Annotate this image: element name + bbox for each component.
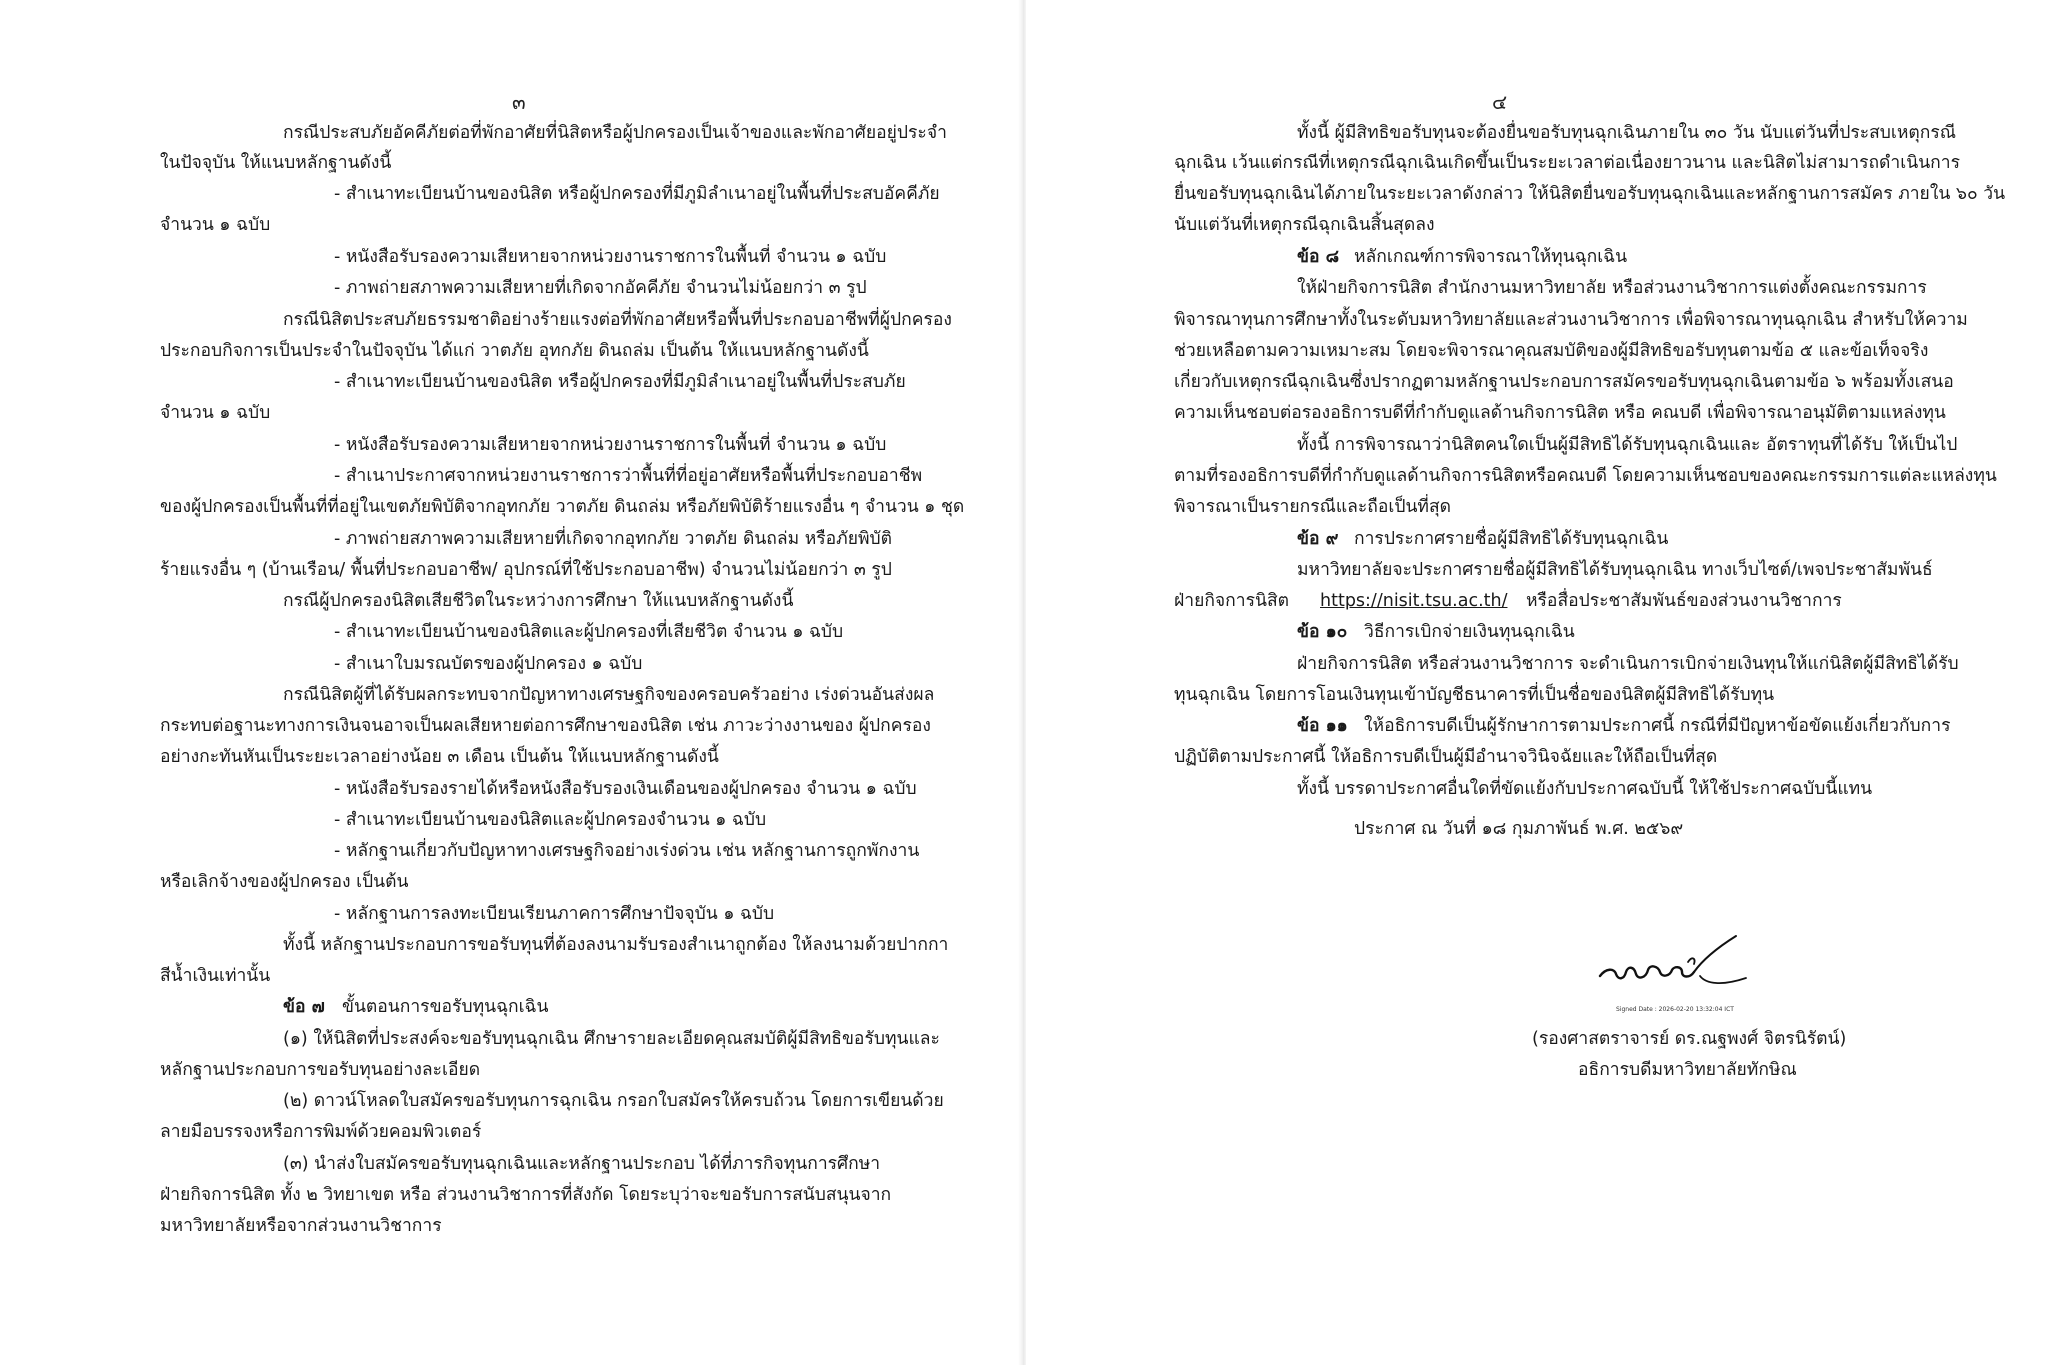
text-line: (๑) ให้นิสิตที่ประสงค์จะขอรับทุนฉุกเฉิน ศึกษารายละเอียดคุณสมบัติผู้มีสิทธิขอรับทุนและ [283,1029,940,1049]
text-line: - ภาพถ่ายสภาพความเสียหายที่เกิดจากอุทกภัย วาตภัย ดินถล่ม หรือภัยพิบัติ [334,529,892,549]
text-line: ของผู้ปกครองเป็นพื้นที่ที่อยู่ในเขตภัยพิบัติจากอุทกภัย วาตภัย ดินถล่ม หรือภัยพิบัติร้ายแรงอื่น ๆ จำนวน ๑ ชุด [160,497,965,517]
clause-title: วิธีการเบิกจ่ายเงินทุนฉุกเฉิน [1364,622,1575,642]
clause-title: ขั้นตอนการขอรับทุนฉุกเฉิน [342,997,549,1017]
clause-heading: ข้อ ๑๐ [1297,622,1348,642]
text-line: - สำเนาทะเบียนบ้านของนิสิตและผู้ปกครองที่เสียชีวิต จำนวน ๑ ฉบับ [334,622,844,642]
text-line: ทั้งนี้ ผู้มีสิทธิขอรับทุนจะต้องยื่นขอรับทุนฉุกเฉินภายใน ๓๐ วัน นับแต่วันที่ประสบเหตุกรณี [1297,123,1957,143]
text-line: - หนังสือรับรองความเสียหายจากหน่วยงานราชการในพื้นที่ จำนวน ๑ ฉบับ [334,435,887,455]
text-line: ปฏิบัติตามประกาศนี้ ให้อธิการบดีเป็นผู้มีอำนาจวินิจฉัยและให้ถือเป็นที่สุด [1174,747,1718,767]
page-number: ๔ [1492,90,1508,114]
text-line: - หลักฐานเกี่ยวกับปัญหาทางเศรษฐกิจอย่างเร่งด่วน เช่น หลักฐานการถูกพักงาน [334,841,920,861]
text-line: ร้ายแรงอื่น ๆ (บ้านเรือน/ พื้นที่ประกอบอาชีพ/ อุปกรณ์ที่ใช้ประกอบอาชีพ) จำนวนไม่น้อยกว่า ๓ รูป [160,560,892,580]
text-line: ตามที่รองอธิการบดีที่กำกับดูแลด้านกิจการนิสิตหรือคณบดี โดยความเห็นชอบของคณะกรรมการแต่ละแหล่งทุน [1174,466,1997,486]
text-line: พิจารณาทุนการศึกษาทั้งในระดับมหาวิทยาลัยและส่วนงานวิชาการ เพื่อพิจารณาทุนฉุกเฉิน สำหรับให้ความ [1174,310,1968,330]
text-line: มหาวิทยาลัยจะประกาศรายชื่อผู้มีสิทธิได้รับทุนฉุกเฉิน ทางเว็บไซต์/เพจประชาสัมพันธ์ [1297,560,1933,580]
text-line: ทั้งนี้ บรรดาประกาศอื่นใดที่ขัดแย้งกับประกาศฉบับนี้ ให้ใช้ประกาศฉบับนี้แทน [1297,779,1873,799]
signed-date: Signed Date : 2026-02-20 13:32:04 ICT [1616,1006,1734,1013]
text-line: ฉุกเฉิน เว้นแต่กรณีที่เหตุกรณีฉุกเฉินเกิดขึ้นเป็นระยะเวลาต่อเนื่องยาวนาน และนิสิตไม่สามารถดำเนินการ [1174,153,1960,173]
text-line: กรณีผู้ปกครองนิสิตเสียชีวิตในระหว่างการศึกษา ให้แนบหลักฐานดังนี้ [283,591,794,611]
text-line: หลักฐานประกอบการขอรับทุนอย่างละเอียด [160,1060,481,1080]
clause-heading: ข้อ ๗ [283,997,325,1017]
text-line: ช่วยเหลือตามความเหมาะสม โดยจะพิจารณาคุณสมบัติของผู้มีสิทธิขอรับทุนตามข้อ ๕ และข้อเท็จจริง [1174,341,1929,361]
text-line: สีน้ำเงินเท่านั้น [160,966,271,986]
text-line: จำนวน ๑ ฉบับ [160,403,271,423]
text-line: - สำเนาทะเบียนบ้านของนิสิต หรือผู้ปกครองที่มีภูมิลำเนาอยู่ในพื้นที่ประสบภัย [334,372,906,392]
text-line: - หลักฐานการลงทะเบียนเรียนภาคการศึกษาปัจจุบัน ๑ ฉบับ [334,904,775,924]
text-line: ให้ฝ่ายกิจการนิสิต สำนักงานมหาวิทยาลัย หรือส่วนงานวิชาการแต่งตั้งคณะกรรมการ [1297,278,1927,298]
clause-heading: ข้อ ๑๑ [1297,716,1348,736]
clause-heading: ข้อ ๘ [1297,247,1340,267]
text-line: ทั้งนี้ การพิจารณาว่านิสิตคนใดเป็นผู้มีสิทธิได้รับทุนฉุกเฉินและ อัตราทุนที่ได้รับ ให้เป็นไป [1297,435,1958,455]
text-line: กระทบต่อฐานะทางการเงินจนอาจเป็นผลเสียหายต่อการศึกษาของนิสิต เช่น ภาวะว่างงานของ ผู้ปกครอง [160,716,931,736]
text-line: - สำเนาทะเบียนบ้านของนิสิตและผู้ปกครองจำนวน ๑ ฉบับ [334,810,767,830]
text-line: ฝ่ายกิจการนิสิต ทั้ง ๒ วิทยาเขต หรือ ส่วนงานวิชาการที่สังกัด โดยระบุว่าจะขอรับการสนับสนุนจาก [160,1185,892,1205]
text-line: - สำเนาประกาศจากหน่วยงานราชการว่าพื้นที่ที่อยู่อาศัยหรือพื้นที่ประกอบอาชีพ [334,466,923,486]
text-line: นับแต่วันที่เหตุกรณีฉุกเฉินสิ้นสุดลง [1174,215,1435,235]
clause-heading: ข้อ ๙ [1297,529,1339,549]
text-line: ในปัจจุบัน ให้แนบหลักฐานดังนี้ [160,153,392,173]
text-line: กรณีนิสิตประสบภัยธรรมชาติอย่างร้ายแรงต่อที่พักอาศัยหรือพื้นที่ประกอบอาชีพที่ผู้ปกครอง [283,310,952,330]
text-line: หรือเลิกจ้างของผู้ปกครอง เป็นต้น [160,872,409,892]
page-number: ๓ [512,90,526,114]
clause-title: หลักเกณฑ์การพิจารณาให้ทุนฉุกเฉิน [1354,247,1628,267]
text-line: พิจารณาเป็นรายกรณีและถือเป็นที่สุด [1174,497,1451,517]
text-line: กรณีประสบภัยอัคคีภัยต่อที่พักอาศัยที่นิสิตหรือผู้ปกครองเป็นเจ้าของและพักอาศัยอยู่ประจำ [283,123,947,143]
text-line: - หนังสือรับรองความเสียหายจากหน่วยงานราชการในพื้นที่ จำนวน ๑ ฉบับ [334,247,887,267]
text-line: ฝ่ายกิจการนิสิต หรือส่วนงานวิชาการ จะดำเนินการเบิกจ่ายเงินทุนให้แก่นิสิตผู้มีสิทธิได้รับ [1297,654,1959,674]
text-line: - ภาพถ่ายสภาพความเสียหายที่เกิดจากอัคคีภัย จำนวนไม่น้อยกว่า ๓ รูป [334,278,867,298]
text-line: ฝ่ายกิจการนิสิต [1174,591,1290,611]
text-line: ลายมือบรรจงหรือการพิมพ์ด้วยคอมพิวเตอร์ [160,1122,482,1142]
text-line: ประกอบกิจการเป็นประจำในปัจจุบัน ได้แก่ วาตภัย อุทกภัย ดินถล่ม เป็นต้น ให้แนบหลักฐานดังนี้ [160,341,869,361]
text-line: - สำเนาใบมรณบัตรของผู้ปกครอง ๑ ฉบับ [334,654,643,674]
text-line: จำนวน ๑ ฉบับ [160,215,271,235]
text-line: หรือสื่อประชาสัมพันธ์ของส่วนงานวิชาการ [1526,591,1842,611]
clause-title: ให้อธิการบดีเป็นผู้รักษาการตามประกาศนี้ กรณีที่มีปัญหาข้อขัดแย้งเกี่ยวกับการ [1364,716,1951,736]
text-line: ความเห็นชอบต่อรองอธิการบดีที่กำกับดูแลด้านกิจการนิสิต หรือ คณบดี เพื่อพิจารณาอนุมัติตามแหล่งทุน [1174,403,1946,423]
text-line: - หนังสือรับรองรายได้หรือหนังสือรับรองเงินเดือนของผู้ปกครอง จำนวน ๑ ฉบับ [334,779,917,799]
text-line: เกี่ยวกับเหตุกรณีฉุกเฉินซึ่งปรากฏตามหลักฐานประกอบการสมัครขอรับทุนฉุกเฉินตามข้อ ๖ พร้อมทั้งเสนอ [1174,372,1954,392]
text-line: (๓) นำส่งใบสมัครขอรับทุนฉุกเฉินและหลักฐานประกอบ ได้ที่ภารกิจทุนการศึกษา [283,1154,881,1174]
signatory-title: อธิการบดีมหาวิทยาลัยทักษิณ [1578,1060,1797,1080]
announcement-date: ประกาศ ณ วันที่ ๑๘ กุมภาพันธ์ พ.ศ. ๒๕๖๙ [1354,819,1684,839]
text-line: (๒) ดาวน์โหลดใบสมัครขอรับทุนการฉุกเฉิน กรอกใบสมัครให้ครบถ้วน โดยการเขียนด้วย [283,1091,944,1111]
signature-image [1596,932,1756,992]
clause-title: การประกาศรายชื่อผู้มีสิทธิได้รับทุนฉุกเฉิน [1354,529,1669,549]
website-link[interactable]: https://nisit.tsu.ac.th/ [1320,591,1508,611]
text-line: มหาวิทยาลัยหรือจากส่วนงานวิชาการ [160,1216,442,1236]
text-line: อย่างกะทันหันเป็นระยะเวลาอย่างน้อย ๓ เดือน เป็นต้น ให้แนบหลักฐานดังนี้ [160,747,719,767]
text-line: ทุนฉุกเฉิน โดยการโอนเงินทุนเข้าบัญชีธนาคารที่เป็นชื่อของนิสิตผู้มีสิทธิได้รับทุน [1174,685,1775,705]
signatory-name: (รองศาสตราจารย์ ดร.ณฐพงศ์ จิตรนิรัตน์) [1532,1029,1847,1049]
text-line: ทั้งนี้ หลักฐานประกอบการขอรับทุนที่ต้องลงนามรับรองสำเนาถูกต้อง ให้ลงนามด้วยปากกา [283,935,949,955]
text-line: กรณีนิสิตผู้ที่ได้รับผลกระทบจากปัญหาทางเศรษฐกิจของครอบครัวอย่าง เร่งด่วนอันส่งผล [283,685,935,705]
left-page [0,0,1022,1365]
text-line: - สำเนาทะเบียนบ้านของนิสิต หรือผู้ปกครองที่มีภูมิลำเนาอยู่ในพื้นที่ประสบอัคคีภัย [334,184,940,204]
text-line: ยื่นขอรับทุนฉุกเฉินได้ภายในระยะเวลาดังกล่าว ให้นิสิตยื่นขอรับทุนฉุกเฉินและหลักฐานการสมัคร ภายใน ๖๐ วัน [1174,184,2006,204]
